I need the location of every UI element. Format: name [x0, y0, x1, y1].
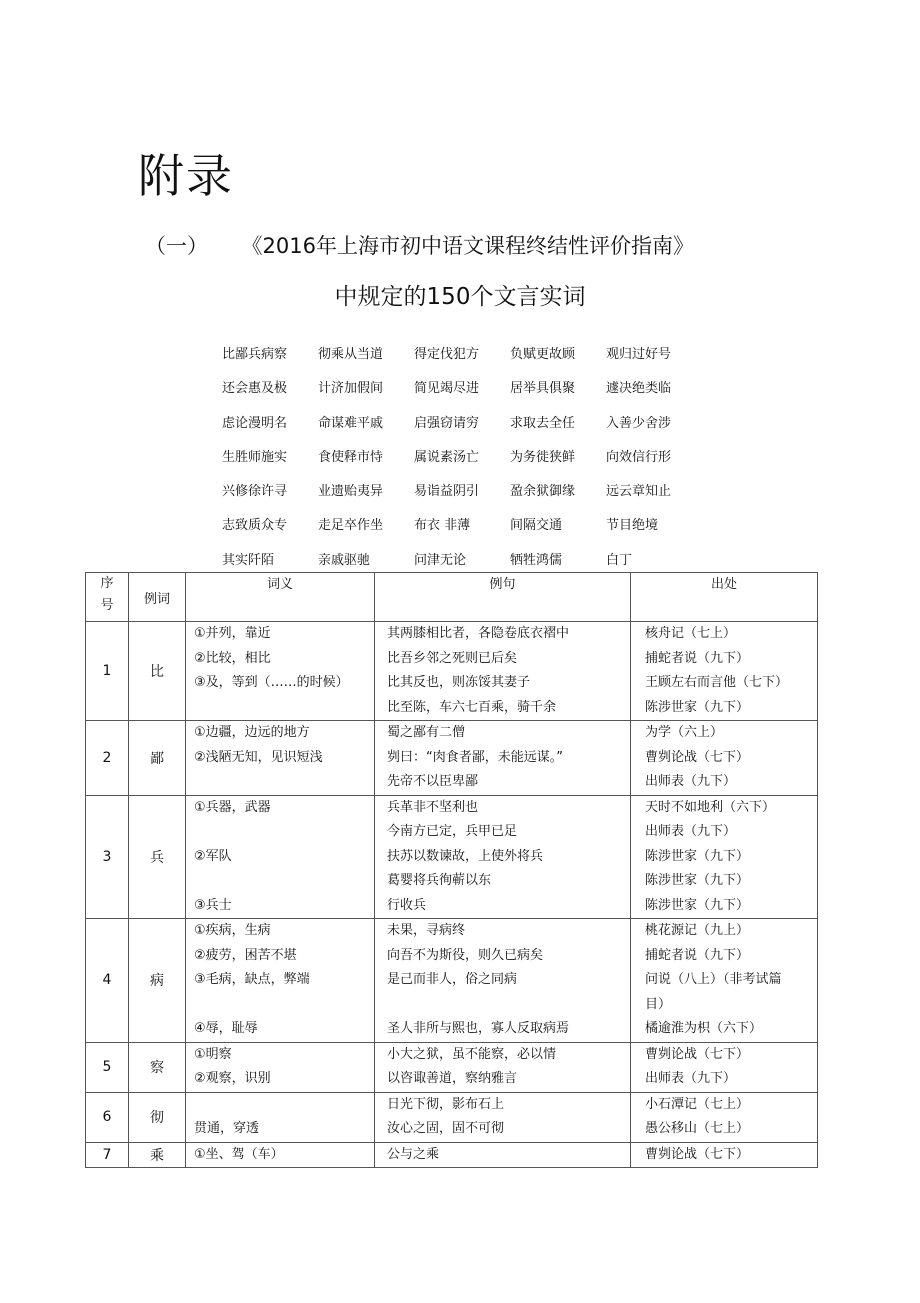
section-heading-line1: 《2016年上海市初中语文课程终结性评价指南》 — [252, 234, 694, 258]
cell-word: 彻 — [129, 1092, 186, 1142]
table-row — [86, 1092, 818, 1142]
word-group: 启强窃请穷 — [414, 415, 480, 431]
word-row — [222, 480, 722, 514]
source-line: 捕蛇者说（九下） — [645, 947, 750, 963]
word-list — [222, 343, 722, 583]
word-group: 其实阡陌 — [222, 552, 275, 568]
word-group: 牺牲鸿儒 — [510, 552, 563, 568]
source-line: 出师表（九下） — [645, 1071, 737, 1086]
section-heading — [145, 230, 694, 260]
source-line: 曹刿论战（七下） — [645, 749, 750, 765]
cell-seq: 2 — [86, 721, 129, 796]
example-line: 公与之乘 — [387, 1146, 440, 1162]
word-group: 观归过好号 — [606, 347, 672, 362]
word-group: 计济加假间 — [318, 381, 384, 397]
meaning-line: ①明察 — [194, 1046, 232, 1062]
example-line: 比至陈，车六七百乘，骑千余 — [387, 699, 557, 715]
word-group: 兴修徐许寻 — [222, 484, 288, 500]
meaning-line: ②军队 — [194, 848, 232, 864]
cell-word: 察 — [129, 1042, 186, 1092]
cell-meaning — [186, 1042, 375, 1092]
example-line: 比吾乡邻之死则已后矣 — [387, 650, 518, 666]
table-row — [86, 622, 818, 721]
cell-source — [631, 1142, 818, 1168]
page-title: 附录 — [138, 149, 234, 203]
cell-meaning — [186, 795, 375, 919]
table-row — [86, 721, 818, 796]
source-line: 出师表（九下） — [645, 774, 737, 789]
word-row — [222, 446, 722, 480]
meaning-line — [186, 820, 374, 845]
example-line: 是己而非人，俗之同病 — [387, 972, 518, 987]
word-group: 远云章知止 — [606, 484, 672, 500]
meaning-line: 贯通，穿透 — [194, 1121, 260, 1136]
example-line: 未果，寻病终 — [387, 923, 466, 938]
word-group: 布衣 非薄 — [414, 518, 471, 534]
cell-source — [631, 622, 818, 721]
cell-word: 兵 — [129, 795, 186, 919]
meaning-line — [186, 993, 374, 1018]
source-line: 曹刿论战（七下） — [645, 1146, 750, 1162]
source-line: 曹刿论战（七下） — [645, 1046, 750, 1062]
word-row — [222, 343, 722, 377]
table-row — [86, 1142, 818, 1168]
meaning-line — [186, 869, 374, 894]
section-heading-line2: 中规定的150个文言实词 — [334, 284, 586, 310]
cell-meaning — [186, 1092, 375, 1142]
example-line: 扶苏以数谏故，上使外将兵 — [387, 848, 544, 864]
source-line: 小石潭记（七上） — [645, 1096, 750, 1112]
header-word: 例词 — [129, 573, 186, 622]
meaning-line — [186, 696, 374, 721]
cell-seq: 5 — [86, 1042, 129, 1092]
meaning-line: ②比较，相比 — [194, 650, 271, 666]
cell-meaning — [186, 1142, 375, 1168]
cell-example — [375, 622, 631, 721]
source-line: 桃花源记（九上） — [645, 923, 750, 938]
example-line: 行收兵 — [387, 897, 427, 913]
cell-meaning — [186, 919, 375, 1043]
word-group: 易诣益阴引 — [414, 484, 480, 500]
source-line: 陈涉世家（九下） — [645, 848, 750, 864]
word-group: 问津无论 — [414, 552, 467, 568]
example-line: 汝心之固，固不可彻 — [387, 1121, 505, 1136]
word-group: 入善少舍涉 — [606, 415, 672, 431]
word-group: 节目绝境 — [606, 518, 659, 534]
header-seq-label: 序号 — [100, 576, 114, 613]
cell-word: 鄙 — [129, 721, 186, 796]
example-line: 比其反也，则冻馁其妻子 — [387, 675, 531, 690]
word-group: 还会惠及极 — [222, 381, 288, 397]
source-line: 目） — [645, 996, 672, 1012]
example-line: 兵革非不坚利也 — [387, 799, 479, 815]
header-source: 出处 — [631, 573, 818, 622]
cell-meaning — [186, 622, 375, 721]
section-number: （一） — [145, 234, 208, 258]
source-line: 问说（八上）（非考试篇 — [645, 972, 782, 987]
cell-word: 乘 — [129, 1142, 186, 1168]
word-group: 向效信行形 — [606, 449, 672, 465]
meaning-line: ④辱，耻辱 — [194, 1021, 258, 1036]
example-line: 先帝不以臣卑鄙 — [387, 774, 479, 789]
word-group: 求取去全任 — [510, 415, 576, 431]
source-line: 陈涉世家（九下） — [645, 699, 750, 715]
header-example: 例句 — [375, 573, 631, 622]
cell-word: 比 — [129, 622, 186, 721]
table-row — [86, 795, 818, 919]
example-line: 日光下彻，影布石上 — [387, 1096, 505, 1112]
example-line: 圣人非所与熙也，寡人反取病焉 — [387, 1021, 570, 1036]
example-line: 刿曰：“肉食者鄙，未能远谋。” — [387, 749, 563, 765]
cell-source — [631, 721, 818, 796]
source-line: 陈涉世家（九下） — [645, 897, 750, 913]
meaning-line: ③及，等到（……的时候） — [194, 675, 349, 690]
cell-seq: 6 — [86, 1092, 129, 1142]
word-group: 白丁 — [606, 552, 633, 568]
header-seq — [86, 573, 129, 622]
table-header-row — [86, 573, 818, 622]
word-group: 遽决绝类临 — [606, 381, 672, 397]
cell-source — [631, 919, 818, 1043]
word-group: 居举具俱聚 — [510, 381, 576, 397]
word-group: 生胜师施实 — [222, 449, 288, 465]
meaning-line: ②观察，识别 — [194, 1071, 271, 1086]
meaning-line: ②浅陋无知，见识短浅 — [194, 749, 323, 765]
word-group: 命谋难平戚 — [318, 415, 384, 431]
cell-example — [375, 795, 631, 919]
meaning-line: ③毛病，缺点，弊端 — [194, 972, 310, 987]
word-group: 彻乘从当道 — [318, 347, 384, 362]
word-group: 业遗贻夷异 — [318, 484, 384, 500]
word-group: 走足卒作坐 — [318, 518, 384, 534]
meaning-line: ①并列，靠近 — [194, 626, 271, 641]
cell-seq: 7 — [86, 1142, 129, 1168]
example-line: 其两膝相比者，各隐卷底衣褶中 — [387, 626, 570, 641]
cell-example — [375, 1092, 631, 1142]
table-row — [86, 919, 818, 1043]
source-line: 愚公移山（七上） — [645, 1121, 750, 1136]
cell-seq: 4 — [86, 919, 129, 1043]
meaning-line — [186, 770, 374, 795]
source-line: 捕蛇者说（九下） — [645, 650, 750, 666]
word-group: 志致质众专 — [222, 518, 288, 534]
example-line: 小大之狱，虽不能察，必以情 — [387, 1046, 557, 1062]
cell-example — [375, 919, 631, 1043]
cell-source — [631, 1042, 818, 1092]
example-line: 以咨诹善道，察纳雅言 — [387, 1071, 518, 1086]
meaning-line — [186, 1093, 374, 1118]
source-line: 橘逾淮为枳（六下） — [645, 1021, 763, 1036]
word-row — [222, 412, 722, 446]
meaning-line: ①坐、驾（车） — [194, 1146, 284, 1162]
cell-example — [375, 1042, 631, 1092]
word-group: 负赋更故顾 — [510, 347, 576, 362]
meaning-line: ①兵器，武器 — [194, 799, 271, 815]
example-line — [375, 993, 630, 1018]
cell-meaning — [186, 721, 375, 796]
word-group: 盈余狱御缘 — [510, 484, 576, 500]
example-line: 今南方已定，兵甲已足 — [387, 824, 518, 839]
meaning-line: ①边疆，边远的地方 — [194, 725, 310, 740]
meaning-line: ③兵士 — [194, 897, 232, 913]
cell-source — [631, 795, 818, 919]
vocab-table — [85, 572, 818, 1168]
example-line: 向吾不为斯役，则久已病矣 — [387, 947, 544, 963]
example-line: 葛婴将兵徇蕲以东 — [387, 873, 492, 888]
header-meaning: 词义 — [186, 573, 375, 622]
cell-seq: 1 — [86, 622, 129, 721]
source-line: 为学（六上） — [645, 725, 724, 740]
word-group: 间隔交通 — [510, 518, 563, 534]
source-line: 王顾左右而言他（七下） — [645, 675, 789, 690]
cell-source — [631, 1092, 818, 1142]
cell-example — [375, 721, 631, 796]
word-row — [222, 514, 722, 548]
word-group: 属说素汤亡 — [414, 449, 480, 465]
word-group: 亲戚驱驰 — [318, 552, 371, 568]
word-group: 得定伐犯方 — [414, 347, 480, 362]
cell-seq: 3 — [86, 795, 129, 919]
table-row — [86, 1042, 818, 1092]
source-line: 陈涉世家（九下） — [645, 873, 750, 888]
word-group: 虑论漫明名 — [222, 415, 288, 431]
source-line: 核舟记（七上） — [645, 626, 737, 641]
example-line: 蜀之鄙有二僧 — [387, 725, 466, 740]
meaning-line: ①疾病，生病 — [194, 923, 271, 938]
word-row — [222, 377, 722, 411]
cell-example — [375, 1142, 631, 1168]
word-group: 为务徙狭鲜 — [510, 449, 576, 465]
word-group: 食使释市恃 — [318, 449, 384, 465]
word-group: 简见竭尽进 — [414, 381, 480, 397]
cell-word: 病 — [129, 919, 186, 1043]
meaning-line: ②疲劳，困苦不堪 — [194, 947, 297, 963]
word-group: 比鄙兵病察 — [222, 347, 288, 362]
source-line: 天时不如地利（六下） — [645, 799, 776, 815]
source-line: 出师表（九下） — [645, 824, 737, 839]
